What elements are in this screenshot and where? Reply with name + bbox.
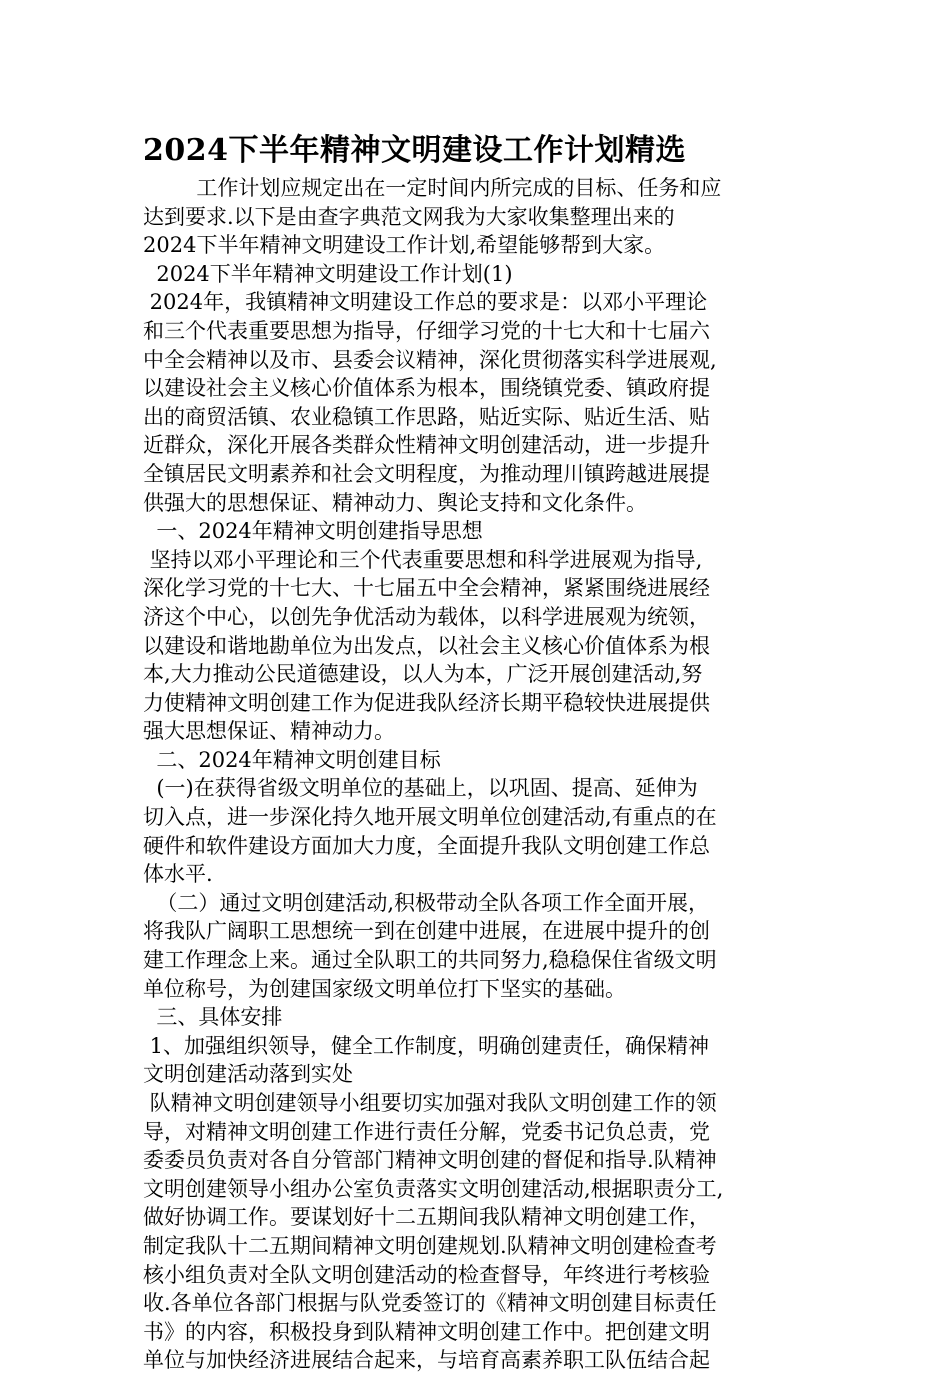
body-line: 切入点，进一步深化持久地开展文明单位创建活动,有重点的在	[143, 805, 717, 830]
document-body	[143, 174, 811, 1375]
body-line: 单位称号，为创建国家级文明单位打下坚实的基础。	[143, 976, 626, 1001]
body-line: 导，对精神文明创建工作进行责任分解，党委书记负总责，党	[143, 1119, 710, 1144]
body-line: 体水平.	[143, 862, 213, 887]
body-line: 委委员负责对各自分管部门精神文明创建的督促和指导.队精神	[143, 1148, 717, 1173]
body-line: 核小组负责对全队文明创建活动的检查督导，年终进行考核验	[143, 1262, 710, 1287]
body-line: 坚持以邓小平理论和三个代表重要思想和科学进展观为指导,	[143, 547, 703, 572]
body-line: 文明创建领导小组办公室负责落实文明创建活动,根据职责分工,	[143, 1176, 724, 1201]
body-line: 队精神文明创建领导小组要切实加强对我队文明创建工作的领	[143, 1091, 717, 1115]
body-line: 中全会精神以及市、县委会议精神，深化贯彻落实科学进展观,	[143, 347, 717, 372]
body-line: 本,大力推动公民道德建设，以人为本，广泛开展创建活动,努	[143, 662, 703, 687]
body-line: 收.各单位各部门根据与队党委签订的《精神文明创建目标责任	[143, 1291, 717, 1316]
body-line: 2024年，我镇精神文明建设工作总的要求是：以邓小平理论	[143, 290, 708, 315]
body-line: 将我队广阔职工思想统一到在创建中进展，在进展中提升的创	[143, 919, 710, 944]
body-line: 文明创建活动落到实处	[143, 1062, 353, 1087]
body-line: 硬件和软件建设方面加大力度，全面提升我队文明创建工作总	[143, 833, 710, 858]
body-line: 以建设社会主义核心价值体系为根本，围绕镇党委、镇政府提	[143, 376, 710, 401]
body-line: 2024下半年精神文明建设工作计划(1)	[143, 261, 513, 286]
body-line: 一、2024年精神文明创建指导思想	[143, 519, 483, 544]
body-line: 全镇居民文明素养和社会文明程度，为推动理川镇跨越进展提	[143, 461, 710, 486]
body-line: 建工作理念上来。通过全队职工的共同努力,稳稳保住省级文明	[143, 948, 717, 973]
body-line: 制定我队十二五期间精神文明创建规划.队精神文明创建检查考	[143, 1233, 717, 1258]
body-line: 和三个代表重要思想为指导，仔细学习党的十七大和十七届六	[143, 318, 710, 343]
body-line: 做好协调工作。要谋划好十二五期间我队精神文明创建工作，	[143, 1205, 710, 1230]
body-line: 近群众，深化开展各类群众性精神文明创建活动，进一步提升	[143, 433, 710, 458]
body-line: 1、加强组织领导，健全工作制度，明确创建责任，确保精神	[143, 1033, 710, 1058]
document-title: 2024下半年精神文明建设工作计划精选	[143, 133, 686, 168]
body-line: 三、具体安排	[143, 1005, 283, 1030]
body-line: 力使精神文明创建工作为促进我队经济长期平稳较快进展提供	[143, 690, 710, 715]
body-line: 2024下半年精神文明建设工作计划,希望能够帮到大家。	[143, 233, 666, 258]
body-line: 达到要求.以下是由查字典范文网我为大家收集整理出来的	[143, 204, 675, 229]
body-line: 强大思想保证、精神动力。	[143, 719, 395, 744]
body-line: 济这个中心，以创先争优活动为载体，以科学进展观为统领，	[143, 604, 710, 629]
body-line: 出的商贸活镇、农业稳镇工作思路，贴近实际、贴近生活、贴	[143, 404, 710, 429]
body-line: 以建设和谐地勘单位为出发点，以社会主义核心价值体系为根	[143, 633, 710, 658]
body-line: 工作计划应规定出在一定时间内所完成的目标、任务和应	[143, 176, 722, 200]
body-line: (一)在获得省级文明单位的基础上，以巩固、提高、延伸为	[143, 776, 698, 801]
body-line: 供强大的思想保证、精神动力、舆论支持和文化条件。	[143, 490, 647, 515]
body-line: 二、2024年精神文明创建目标	[143, 747, 441, 772]
body-line: （二）通过文明创建活动,积极带动全队各项工作全面开展，	[143, 890, 710, 915]
body-line: 书》的内容，积极投身到队精神文明创建工作中。把创建文明	[143, 1319, 710, 1344]
body-line: 单位与加快经济进展结合起来，与培育高素养职工队伍结合起	[143, 1348, 710, 1373]
body-line: 深化学习党的十七大、十七届五中全会精神，紧紧围绕进展经	[143, 576, 710, 601]
